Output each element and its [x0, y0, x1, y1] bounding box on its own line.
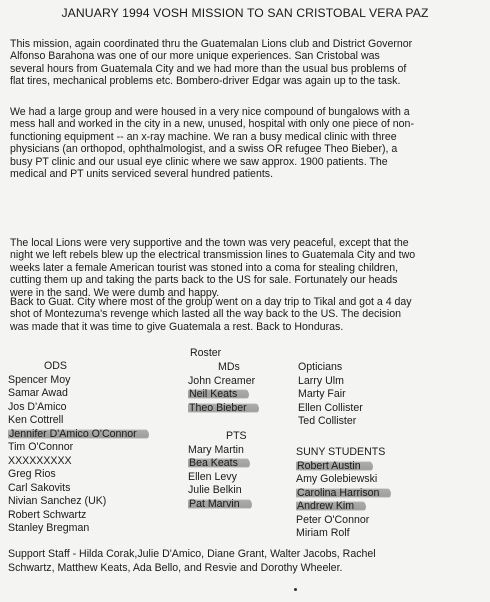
pt-name: Ellen Levy [188, 470, 237, 483]
support-staff-line: Support Staff - Hilda Corak,Julie D'Amico, Diane Grant, Walter Jacobs, Rachel [8, 548, 376, 560]
roster-heading-text: Roster [190, 347, 222, 359]
opticians-heading: Opticians [298, 361, 343, 373]
suny-name: Amy Golebiewski [296, 473, 378, 485]
paragraph-line: flat tires, mechanical problems etc. Bombero-driver Edgar was again up to the task. [10, 75, 401, 88]
paragraph-line: several hours from Guatemala City and we had more than the usual bus problems of [10, 62, 407, 75]
paragraph-line: shot of Montezuma's revenge which lasted all the way back to the US. The decision [10, 308, 402, 321]
suny-students-column [296, 446, 391, 541]
paragraph-line: We had a large group and were housed in a very nice compound of bungalows with a [10, 106, 410, 118]
pt-name: Julie Belkin [188, 484, 242, 496]
ods-name: Greg Rios [8, 468, 56, 480]
ods-name: Spencer Moy [8, 373, 71, 386]
suny-name: Miriam Rolf [296, 527, 350, 539]
md-name-highlighted: Neil Keats [188, 388, 249, 400]
ods-name: Tim O'Connor [8, 441, 74, 453]
paragraph-line: mess hall and worked in the city in a new, unused, hospital with only one piece of non- [10, 118, 414, 131]
suny-name-highlighted: Carolina Harrison [296, 487, 391, 499]
roster-heading [190, 347, 221, 361]
mds-heading: MDs [218, 361, 240, 373]
ods-name: Robert Schwartz [8, 508, 87, 521]
optician-name: Ted Collister [298, 415, 357, 427]
pt-name-highlighted: Bea Keats [188, 457, 250, 469]
paragraph-line: night we left rebels blew up the electrical transmission lines to Guatemala City and two [10, 249, 416, 262]
ods-name: Jos D'Amico [8, 400, 67, 413]
ods-name: XXXXXXXXX [8, 454, 72, 467]
md-name-highlighted: Theo Bieber [188, 402, 259, 414]
md-name: John Creamer [188, 374, 256, 387]
stray-mark [294, 588, 297, 591]
paragraph-local-lions [10, 237, 482, 299]
paragraph-return [10, 296, 482, 333]
paragraph-line: medical and PT units serviced several hundred patients. [10, 168, 274, 181]
ods-name: Nivian Sanchez (UK) [8, 495, 107, 507]
paragraph-line: The local Lions were very supportive and the town was very peaceful, except that the [10, 237, 409, 249]
paragraph-line: functioning equipment -- an x-ray machine. We ran a busy medical clinic with three [10, 130, 397, 143]
opticians-column [298, 361, 363, 429]
ods-name: Stanley Bregman [8, 522, 90, 534]
ods-column [8, 360, 149, 536]
paragraph-line: physicians (an orthopod, ophthalmologist, and a swiss OR refugee Theo Bieber), a [10, 143, 398, 156]
suny-name-highlighted: Andrew Kim [296, 500, 366, 512]
document-title: JANUARY 1994 VOSH MISSION TO SAN CRISTOBAL VERA PAZ [61, 6, 429, 20]
mds-column [188, 361, 259, 415]
ods-name: Samar Awad [8, 387, 68, 399]
pts-heading: PTS [226, 430, 247, 442]
pt-name: Mary Martin [188, 443, 244, 456]
paragraph-line: were in the sand. We were dumb and happy. [10, 286, 220, 299]
paragraph-mission-intro [10, 38, 482, 88]
pts-column [188, 430, 252, 511]
support-staff-paragraph [8, 548, 484, 575]
paragraph-line: busy PT clinic and our usual eye clinic where we saw approx. 1900 patients. The [10, 155, 388, 168]
pt-name-highlighted: Pat Marvin [188, 498, 252, 510]
support-staff-line: Schwartz, Matthew Keats, Ada Bello, and Resvie and Dorothy Wheeler. [8, 561, 343, 574]
paragraph-line: weeks later a female American tourist was stoned into a coma for stealing children, [10, 261, 399, 274]
paragraph-line: Back to Guat. City where most of the group went on a day trip to Tikal and got a 4 day [10, 296, 412, 308]
paragraph-line: This mission, again coordinated thru the Guatemalan Lions club and District Governor [10, 38, 413, 50]
optician-name: Marty Fair [298, 388, 346, 400]
ods-name-highlighted: Jennifer D'Amico O'Connor [8, 428, 149, 440]
optician-name: Larry Ulm [298, 374, 344, 387]
ods-name: Carl Sakovits [8, 481, 71, 494]
paragraph-clinic [10, 106, 482, 180]
ods-heading: ODS [44, 360, 67, 372]
paragraph-line: was made that it was time to give Guatemala a rest. Back to Honduras. [10, 320, 344, 333]
suny-name-highlighted: Robert Austin [296, 460, 373, 472]
suny-heading: SUNY STUDENTS [296, 446, 386, 458]
paragraph-line: cutting them up and taking the parts back to the US for sale. Fortunately our heads [10, 274, 398, 287]
optician-name: Ellen Collister [298, 401, 363, 414]
paragraph-line: Alfonso Barahona was one of our more unique experiences. San Cristobal was [10, 50, 380, 63]
suny-name: Peter O'Connor [296, 513, 370, 526]
ods-name: Ken Cottrell [8, 414, 64, 426]
